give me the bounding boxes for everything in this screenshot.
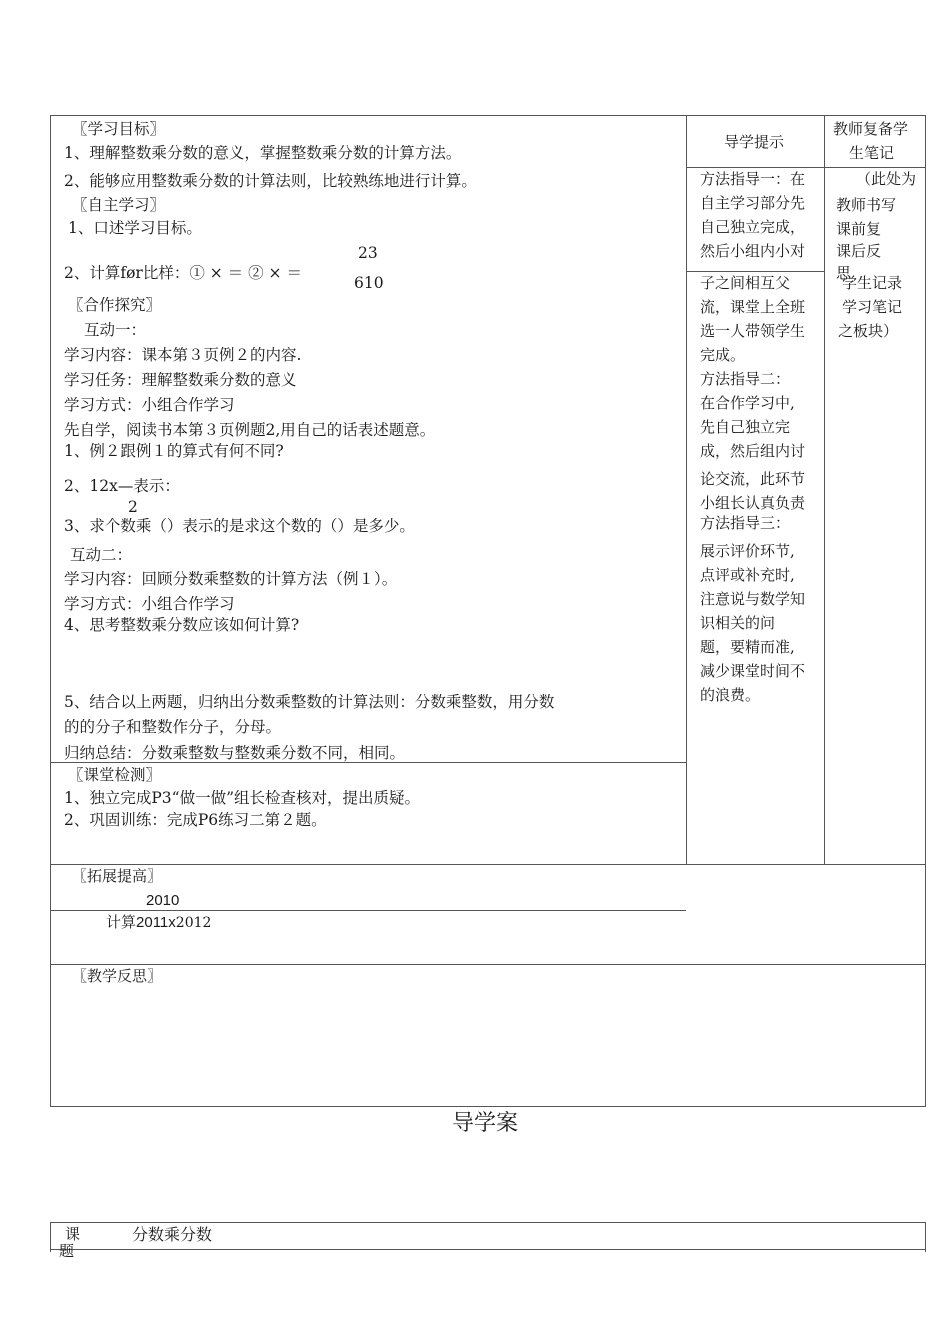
table-border-left xyxy=(50,115,51,1107)
topic-row-top xyxy=(50,1222,926,1223)
interaction-1-intro: 先自学，阅读书本第３页例题2,用自己的话表述题意。 xyxy=(64,421,436,439)
topic-row-bottom xyxy=(50,1249,926,1250)
guide-line: 论交流，此环节 xyxy=(700,470,806,488)
guide-tips xyxy=(700,167,805,707)
objectives-heading: 〖学习目标〗 xyxy=(72,120,166,138)
notes-text xyxy=(836,167,916,283)
interaction-1-method: 学习方式：小组合作学习 xyxy=(64,396,235,414)
student-notes xyxy=(838,271,902,343)
topic-label-2: 题 xyxy=(59,1242,75,1260)
guide-line: 流，课堂上全班 xyxy=(700,298,806,316)
extension-underline xyxy=(50,910,686,911)
guide-line: 完成。 xyxy=(700,346,746,364)
self-study-heading: 〖自主学习〗 xyxy=(72,196,166,214)
interaction-2-content: 学习内容：回顾分数乘整数的计算方法（例１）。 xyxy=(64,570,398,588)
guide-line: 减少课堂时间不 xyxy=(700,662,806,680)
interaction-1-content: 学习内容：课本第３页例２的内容. xyxy=(64,346,302,364)
guide-line: 方法指导一：在 xyxy=(700,170,806,188)
class-test-heading: 〖课堂检测〗 xyxy=(68,766,162,784)
page-title: 导学案 xyxy=(452,1111,519,1136)
guide-line: 小组长认真负责 xyxy=(700,494,806,512)
interaction-2-title: 互动二： xyxy=(70,546,133,564)
calc-number: 2012 xyxy=(175,915,212,931)
topic-row-right xyxy=(925,1222,926,1252)
fraction-denominators: 610 xyxy=(354,274,384,292)
topic-label-clip xyxy=(51,1223,91,1260)
guide-line: 自己独立完成， xyxy=(700,218,806,236)
fraction-numerators: 23 xyxy=(358,244,378,262)
notes-line: 课前复 xyxy=(836,220,882,238)
notes-line: （此处为 xyxy=(856,170,917,188)
question-4: 4、思考整数乘分数应该如何计算? xyxy=(64,616,300,634)
question-2-denominator: 2 xyxy=(128,498,138,516)
reflection-heading: 〖教学反思〗 xyxy=(72,967,163,985)
notes-line: 思 xyxy=(836,264,852,282)
guide-line: 方法指导二： xyxy=(700,370,791,388)
notes-header-line-1: 教师复备学 xyxy=(833,120,909,138)
calc-prefix: 计算 xyxy=(106,913,137,931)
guide-line: 成，然后组内讨 xyxy=(700,442,806,460)
question-3: 3、求个数乘（）表示的是求这个数的（）是多少。 xyxy=(64,517,415,535)
notes-header-line-2: 生笔记 xyxy=(849,144,895,162)
cooperation-heading: 〖合作探究〗 xyxy=(68,296,162,314)
table-border-top xyxy=(50,115,926,116)
interaction-1-task: 学习任务：理解整数乘分数的意义 xyxy=(64,371,297,389)
question-5-line-1: 5、结合以上两题，归纳出分数乘整数的计算法则：分数乘整数，用分数 xyxy=(64,693,555,711)
objective-item-2: 2、能够应用整数乘分数的计算法则，比较熟练地进行计算。 xyxy=(64,172,477,190)
student-notes-line: 学生记录 xyxy=(842,274,903,292)
question-1: 1、例２跟例１的算式有何不同? xyxy=(64,442,284,460)
main-bottom-border xyxy=(50,864,926,865)
guide-line: 的浪费。 xyxy=(700,686,761,704)
guide-line: 然后小组内小对 xyxy=(700,242,806,260)
notes-line: 课后反 xyxy=(836,242,882,260)
interaction-2-method: 学习方式：小组合作学习 xyxy=(64,595,235,613)
notes-line: 教师书写 xyxy=(836,196,897,214)
guide-line: 题，要精而准, xyxy=(700,638,795,656)
guide-line: 先自己独立完 xyxy=(700,418,791,436)
guide-line: 展示评价环节, xyxy=(700,542,795,560)
guide-line: 在合作学习中, xyxy=(700,394,795,412)
guide-line: 自主学习部分先 xyxy=(700,194,806,212)
topic-label-1: 课 xyxy=(65,1225,81,1243)
guide-line: 选一人带领学生 xyxy=(700,322,806,340)
question-2: 2、12x—表示： xyxy=(64,477,180,495)
extension-heading: 〖拓展提高〗 xyxy=(72,867,163,885)
notes-text-clip xyxy=(826,167,924,282)
notes-column-divider xyxy=(824,115,825,865)
objective-item-1: 1、理解整数乘分数的意义，掌握整数乘分数的计算方法。 xyxy=(64,144,462,162)
reflection-top-border xyxy=(50,964,926,965)
guide-column-divider xyxy=(686,115,687,865)
guide-line: 点评或补充时, xyxy=(700,566,795,584)
guide-line: 子之间相互父 xyxy=(700,274,791,292)
guide-line: 注意说与数学知 xyxy=(700,590,806,608)
question-5-line-2: 的的分子和整数作分子，分母。 xyxy=(64,718,282,736)
interaction-1-title: 互动一： xyxy=(84,321,147,339)
self-study-item-2: 2、计算før比样：① × ＝ ② × ＝ xyxy=(64,264,302,282)
guide-line: 方法指导三： xyxy=(700,514,791,532)
class-test-item-1: 1、独立完成P3“做一做”组长检查核对，提出质疑。 xyxy=(64,789,421,807)
self-study-item-2-clipped xyxy=(60,262,380,282)
summary: 归纳总结：分数乘整数与整数乘分数不同，相同。 xyxy=(64,744,406,762)
calc-bold: 2011x xyxy=(136,914,176,931)
extension-calculation xyxy=(106,913,211,932)
self-study-item-1: 1、口述学习目标。 xyxy=(68,219,202,237)
class-test-item-2: 2、巩固训练：完成P6练习二第２题。 xyxy=(64,811,327,829)
guide-line: 识相关的问 xyxy=(700,614,776,632)
table-border-right xyxy=(925,115,926,1107)
table-border-bottom xyxy=(50,1106,926,1107)
extension-numerator: 2010 xyxy=(146,892,180,909)
topic-title: 分数乘分数 xyxy=(132,1225,213,1244)
student-notes-line: 之板块） xyxy=(838,322,899,340)
guide-header: 导学提示 xyxy=(724,133,785,151)
student-notes-line: 学习笔记 xyxy=(842,298,903,316)
